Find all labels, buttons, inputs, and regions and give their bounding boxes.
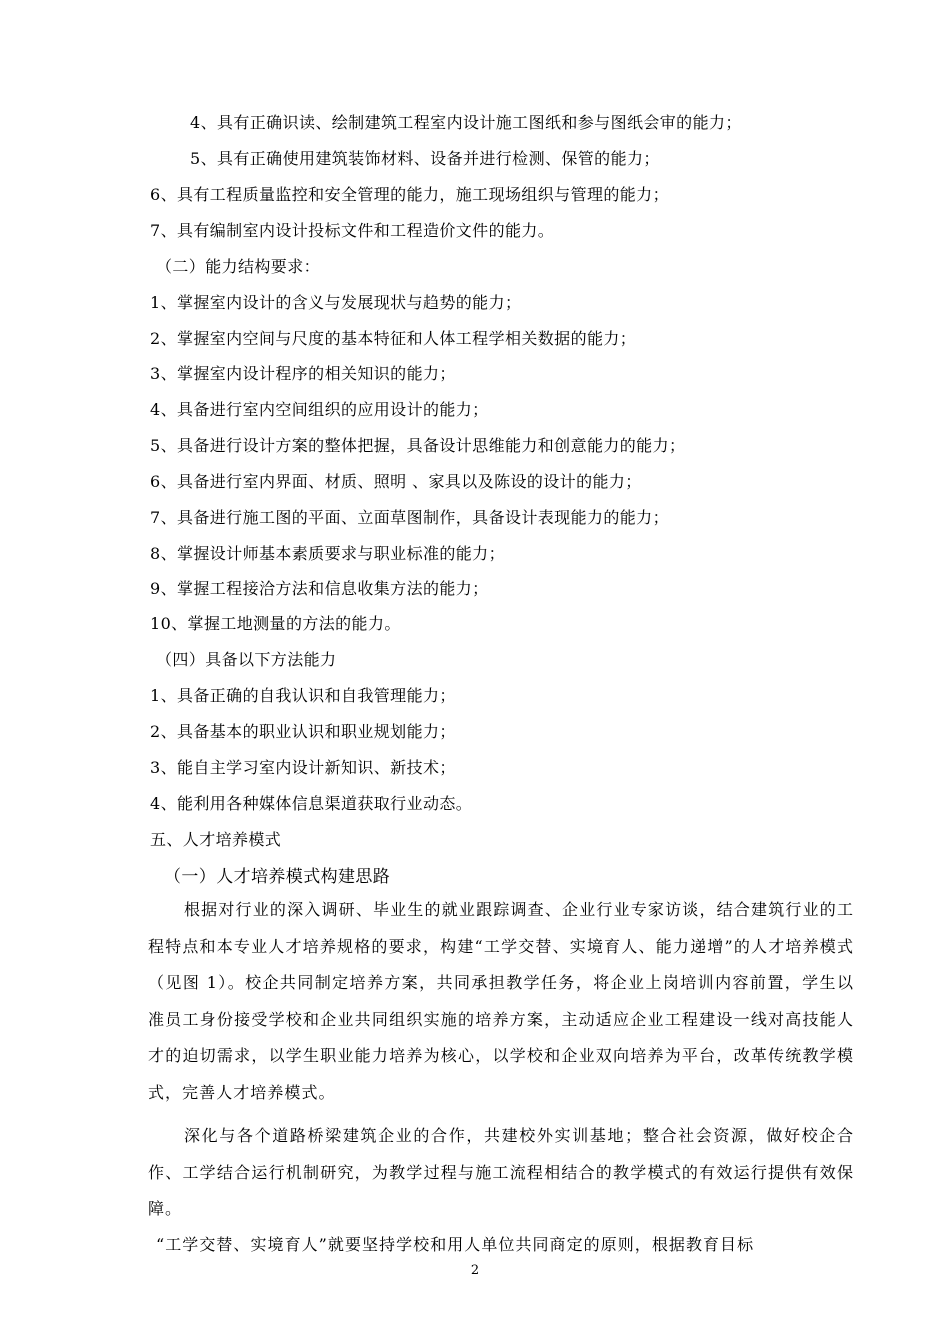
text-line: 7、具有编制室内设计投标文件和工程造价文件的能力。 bbox=[150, 221, 555, 240]
text-line: 10、掌握工地测量的方法的能力。 bbox=[150, 614, 401, 633]
chapter-heading: 五、人才培养模式 bbox=[150, 830, 282, 849]
body-paragraph: “工学交替、实境育人”就要坚持学校和用人单位共同商定的原则，根据教育目标 bbox=[156, 1235, 755, 1254]
text-line: 6、具有工程质量监控和安全管理的能力，施工现场组织与管理的能力； bbox=[150, 185, 669, 204]
text-line: 5、具有正确使用建筑装饰材料、设备并进行检测、保管的能力； bbox=[190, 149, 660, 168]
body-paragraph: 深化与各个道路桥梁建筑企业的合作，共建校外实训基地；整合社会资源，做好校企合作、工学结合运行机制研究，为教学过程与施工流程相结合的教学模式的有效运行提供有效保障。 bbox=[148, 1126, 854, 1218]
text-line: 3、掌握室内设计程序的相关知识的能力； bbox=[150, 364, 456, 383]
text-line: 4、具备进行室内空间组织的应用设计的能力； bbox=[150, 400, 489, 419]
text-line: 1、掌握室内设计的含义与发展现状与趋势的能力； bbox=[150, 293, 522, 312]
text-line: 3、能自主学习室内设计新知识、新技术； bbox=[150, 758, 456, 777]
text-line: 1、具备正确的自我认识和自我管理能力； bbox=[150, 686, 456, 705]
section-heading: （四）具备以下方法能力 bbox=[156, 650, 337, 669]
body-paragraph: 根据对行业的深入调研、毕业生的就业跟踪调查、企业行业专家访谈，结合建筑行业的工程特点和本专业人才培养规格的要求，构建“工学交替、实境育人、能力递增”的人才培养模式（见图 1）。校企共同制定培养方案，共同承担教学任务，将企业上岗培训内容前置，学生以准员工身份接受学校和企业共同组织实施的培养方案，主动适应企业工程建设一线对高技能人才的迫切需求，以学生职业能力培养为核心，以学校和企业双向培养为平台，改革传统教学模式，完善人才培养模式。 bbox=[148, 900, 854, 1102]
text-line: 8、掌握设计师基本素质要求与职业标准的能力； bbox=[150, 544, 505, 563]
text-line: 6、具备进行室内界面、材质、照明 、家具以及陈设的设计的能力； bbox=[150, 472, 642, 491]
text-line: 4、能利用各种媒体信息渠道获取行业动态。 bbox=[150, 794, 473, 813]
text-line: 4、具有正确识读、绘制建筑工程室内设计施工图纸和参与图纸会审的能力； bbox=[190, 113, 742, 132]
text-line: 9、掌握工程接洽方法和信息收集方法的能力； bbox=[150, 579, 489, 598]
page-number: 2 bbox=[470, 1263, 480, 1278]
section-heading: （二）能力结构要求： bbox=[156, 257, 321, 276]
section-heading: （一）人才培养模式构建思路 bbox=[164, 867, 391, 887]
text-line: 5、具备进行设计方案的整体把握，具备设计思维能力和创意能力的能力； bbox=[150, 436, 686, 455]
text-line: 7、具备进行施工图的平面、立面草图制作，具备设计表现能力的能力； bbox=[150, 508, 669, 527]
text-line: 2、掌握室内空间与尺度的基本特征和人体工程学相关数据的能力； bbox=[150, 329, 637, 348]
text-line: 2、具备基本的职业认识和职业规划能力； bbox=[150, 722, 456, 741]
